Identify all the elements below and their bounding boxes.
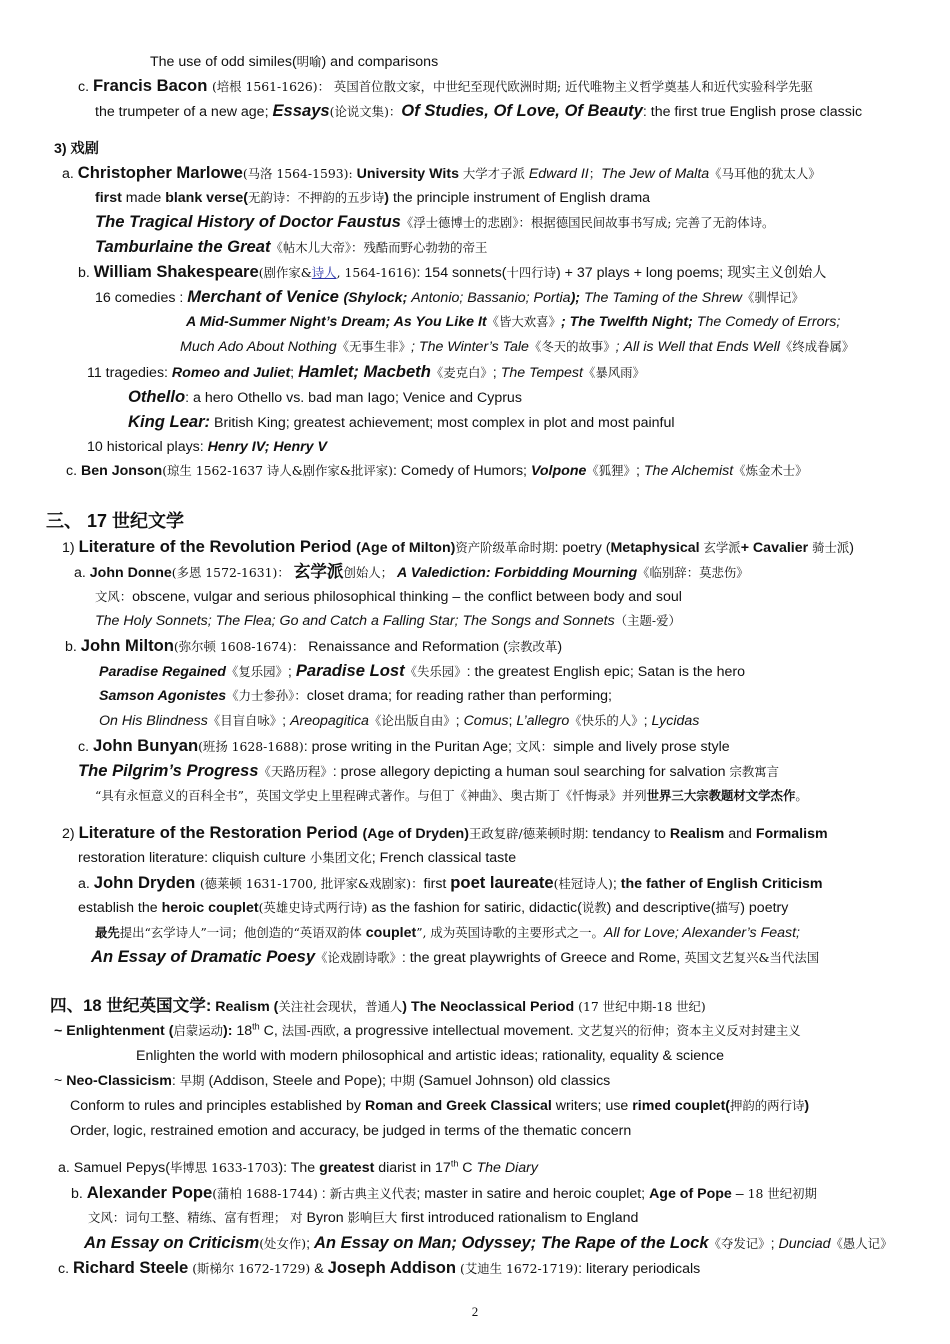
text-run: : — [317, 1186, 330, 1202]
text-run: writers; use — [551, 1098, 633, 1114]
text-line — [66, 461, 808, 481]
text-run: Ben Jonson — [80, 463, 163, 479]
text-run: ): — [222, 1023, 233, 1039]
text-run: “具有永恒意义的百科全书”，英国文学史上里程碑式著作。与但丁《神曲》、奥古斯丁《忏悔录》并列 — [95, 788, 647, 803]
text-run: On His Blindness — [99, 713, 208, 729]
text-run: ) poetry — [740, 900, 789, 916]
text-line — [150, 52, 438, 72]
text-run: & — [310, 1261, 328, 1277]
text-run: L’allegro — [516, 713, 570, 729]
text-run: greatest — [319, 1160, 375, 1176]
text-run: The Tempest — [500, 365, 583, 381]
text-run: : the first true English prose classic — [642, 104, 863, 120]
text-run: (艾迪生 1672-1719) — [456, 1261, 579, 1276]
text-line — [128, 387, 522, 408]
text-run: 《暴风雨》 — [582, 365, 645, 380]
text-run: 小集团文化 — [309, 850, 372, 865]
text-run: Henry IV; Henry V — [207, 439, 327, 455]
text-line — [78, 848, 516, 868]
text-run: ; The Twelfth Night; — [560, 314, 693, 330]
text-run: 1) — [62, 540, 79, 556]
text-run: An Essay on Criticism — [84, 1233, 260, 1252]
text-run: a. — [62, 166, 78, 182]
text-run: 毕博思 1633-1703 — [169, 1160, 279, 1175]
text-run: : Comedy of Humors; — [392, 463, 531, 479]
text-line — [84, 1233, 892, 1254]
text-run: Essays — [272, 101, 330, 120]
text-run: (蒲柏 1688-1744) — [212, 1186, 318, 1201]
text-run: c. — [78, 79, 93, 95]
text-line — [136, 1046, 724, 1066]
text-run: blank verse( — [165, 190, 248, 206]
text-line — [46, 511, 184, 533]
text-run: Paradise Regained — [99, 664, 226, 680]
text-line — [95, 923, 800, 943]
text-run: All for Love; Alexander’s Feast; — [603, 925, 801, 941]
text-run: 无韵诗：不押韵的五步诗 — [248, 190, 385, 205]
text-run: ~ Enlightenment ( — [54, 1023, 174, 1039]
text-run: Of Studies, Of Love, Of Beauty — [401, 101, 643, 120]
text-run: 描写 — [715, 900, 741, 915]
text-run: 说教 — [581, 900, 607, 915]
text-run: Roman and Greek Classical — [364, 1098, 552, 1114]
text-run: Lycidas — [651, 713, 700, 729]
text-run: C, — [259, 1023, 282, 1039]
text-line — [78, 761, 779, 782]
text-run: 创始人； — [343, 565, 398, 580]
text-run: Othello — [128, 387, 186, 406]
text-line — [54, 139, 99, 159]
text-run: Christopher Marlowe — [77, 163, 243, 182]
text-run: , a progressive intellectual movement. — [335, 1023, 578, 1039]
text-run: 押韵的两行诗 — [730, 1098, 805, 1113]
text-run: ) — [804, 1098, 810, 1114]
text-line — [78, 898, 788, 918]
text-line — [95, 786, 808, 806]
text-run: The Holy Sonnets; The Flea; Go and Catch a Falling Star; The Songs and Sonnets — [95, 613, 615, 629]
text-run: first — [423, 876, 451, 892]
text-run: 玄学派 — [703, 540, 741, 555]
text-line — [71, 1183, 817, 1204]
text-line — [95, 287, 804, 308]
text-run: the principle instrument of English drama — [389, 190, 651, 206]
text-run: University Wits — [356, 166, 463, 182]
text-run: 《狐狸》 — [586, 463, 636, 478]
text-run: 10 historical plays: — [87, 439, 208, 455]
text-run: Francis Bacon — [92, 76, 212, 95]
text-line — [99, 711, 699, 731]
text-run: 《愚人记》 — [830, 1236, 893, 1251]
text-line — [58, 1158, 538, 1178]
text-run: ; — [287, 664, 296, 680]
text-run: and — [724, 826, 756, 842]
text-run: (班扬 1628-1688) — [198, 739, 304, 754]
text-line — [95, 188, 650, 208]
text-run: , 1564-1616) — [336, 265, 417, 280]
text-line — [62, 823, 828, 844]
text-run: 英国文艺复兴&当代法国 — [684, 950, 820, 965]
text-run: + Cavalier — [740, 540, 813, 556]
text-run: Much Ado About Nothing — [180, 339, 337, 355]
text-run: Tamburlaine the Great — [95, 237, 271, 256]
text-line — [54, 1071, 610, 1091]
text-run: c. — [78, 739, 93, 755]
text-run: ) — [557, 639, 563, 655]
text-run: 《麦克白》 — [430, 365, 493, 380]
text-run: The Pilgrim’s Progress — [78, 761, 259, 780]
text-run: : prose allegory depicting a human soul searching for salvation — [332, 764, 730, 780]
text-line — [95, 611, 681, 631]
text-run: 18 — [232, 1023, 253, 1039]
text-run: Hamlet; Macbeth — [298, 362, 431, 381]
text-run: ) + 37 plays + long poems; — [556, 265, 728, 281]
text-run: poet laureate — [450, 873, 554, 892]
text-line — [95, 237, 487, 258]
text-run: 宗教寓言 — [729, 764, 780, 779]
text-run: 十四行诗 — [506, 265, 557, 280]
text-run: 《浮士德博士的悲剧》：根据德国民间故事书写成; 完善了无韵体诗。 — [400, 215, 775, 230]
text-run: b. — [71, 1186, 87, 1202]
text-run: c. — [58, 1261, 73, 1277]
text-run: Byron — [306, 1210, 348, 1226]
text-run: Romeo and Juliet — [171, 365, 291, 381]
text-run: (Age of Milton) — [356, 540, 456, 556]
text-run: : poetry ( — [554, 540, 611, 556]
text-run: 。 — [795, 788, 808, 803]
text-run: Samson Agonistes — [99, 688, 227, 704]
text-run: (琼生 1562-1637 诗人&剧作家&批评家) — [162, 463, 393, 478]
text-run: : the great playwrights of Greece and Rome, — [401, 950, 685, 966]
text-run: 骑士派 — [812, 540, 850, 555]
text-run: Merchant of Venice — [187, 287, 344, 306]
text-run: 《论出版自由》 — [368, 713, 456, 728]
text-run: ; — [508, 713, 517, 729]
text-run: William Shakespeare — [93, 262, 259, 281]
text-run: the father of English Criticism — [620, 876, 823, 892]
text-run: (德莱顿 1631-1700, 批评家&戏剧家)： — [199, 876, 424, 891]
text-run: 《终成眷属》 — [779, 339, 855, 354]
text-run: a. — [78, 876, 94, 892]
text-run: Alexander Pope — [86, 1183, 213, 1202]
text-line — [88, 1208, 638, 1228]
text-run: 影响巨大 — [347, 1210, 398, 1225]
text-run: The Comedy of Errors; — [692, 314, 841, 330]
text-run: Enlighten the world with modern philosophical and artistic ideas; rationality, equality & science — [136, 1048, 725, 1064]
text-run: ); — [570, 290, 581, 306]
text-run: ; — [612, 876, 621, 892]
text-line — [87, 362, 645, 383]
text-run: the trumpeter of a new age; — [95, 104, 273, 120]
text-line — [99, 686, 612, 706]
text-run: simple and lively prose style — [553, 739, 730, 755]
text-run: 王政复辟/德莱顿时期 — [468, 826, 585, 841]
text-run: 2) — [62, 826, 79, 842]
text-run: 早期 — [179, 1073, 205, 1088]
text-line — [62, 163, 821, 184]
text-run: 宗教改革 — [507, 639, 558, 654]
text-line — [180, 337, 854, 357]
text-run: (弥尔顿 1608-1674)： — [173, 639, 305, 654]
text-run: 《失乐园》 — [404, 664, 467, 679]
text-run: (论说文集)： — [329, 104, 402, 119]
text-run: The Tragical History of Doctor Faustus — [95, 212, 401, 231]
text-run: 现实主义创始人 — [727, 265, 827, 281]
text-run: 中期 — [389, 1073, 415, 1088]
text-run: ) and comparisons — [321, 54, 439, 70]
text-run: 文艺复兴的衍伸；资本主义反对封建主义 — [577, 1023, 801, 1038]
text-line — [91, 947, 819, 968]
text-run: 《马耳他的犹太人》 — [709, 166, 821, 181]
text-line — [78, 262, 826, 283]
text-run: 最先 — [95, 925, 120, 940]
text-run: An Essay of Dramatic Poesy — [91, 947, 316, 966]
text-run: ； — [588, 166, 602, 181]
text-run: 明喻 — [296, 54, 322, 69]
text-run: diarist in 17 — [374, 1160, 451, 1176]
text-run: : literary periodicals — [578, 1261, 701, 1277]
text-run: ; All is Well that Ends Well — [615, 339, 780, 355]
text-run: 《力士参孙》： — [226, 688, 307, 703]
text-run: 玄学派 — [293, 562, 344, 581]
text-run: Areopagitica — [290, 713, 369, 729]
text-run: ; — [492, 365, 501, 381]
text-run: Realism — [669, 826, 725, 842]
text-run: 《炼金术士》 — [733, 463, 808, 478]
text-run: ; — [455, 713, 464, 729]
text-line — [128, 412, 675, 433]
text-run: John Dryden — [93, 873, 200, 892]
text-run: 《天路历程》 — [258, 764, 333, 779]
text-run: (17 世纪中期-18 世纪) — [574, 999, 706, 1014]
text-run: th — [450, 1158, 459, 1169]
text-run: ; — [290, 365, 299, 381]
text-run: b. — [78, 265, 94, 281]
text-run: ) — [384, 190, 390, 206]
text-run: 《复乐园》 — [225, 664, 288, 679]
text-run: C — [458, 1160, 477, 1176]
text-run: b. — [65, 639, 81, 655]
text-run: A Mid-Summer Night’s Dream; As You Like It — [186, 314, 487, 330]
text-line — [58, 1258, 700, 1279]
text-run: （主题-爱） — [614, 613, 681, 628]
text-line — [95, 101, 862, 122]
text-line — [78, 736, 730, 757]
text-run: : tendancy to — [584, 826, 670, 842]
text-run: 法国-西欧 — [281, 1023, 336, 1038]
text-run: 3) 戏剧 — [54, 141, 99, 157]
text-run: 《目盲自咏》 — [207, 713, 283, 728]
text-run: A Valediction: Forbidding Mourning — [397, 565, 638, 581]
text-run: Volpone — [530, 463, 587, 479]
text-run: heroic couplet — [161, 900, 259, 916]
text-run: ; — [282, 713, 291, 729]
text-run: made — [125, 190, 166, 206]
text-line — [54, 1021, 801, 1041]
text-run: a. — [74, 565, 90, 581]
text-run: Order, logic, restrained emotion and accuracy, be judged in terms of the thematic concern — [70, 1123, 632, 1139]
text-run: Realism ( — [215, 999, 279, 1015]
text-run: 《皆大欢喜》 — [486, 314, 561, 329]
text-run: Joseph Addison — [327, 1258, 457, 1277]
text-line — [87, 437, 327, 457]
text-run: ; The Winter’s Tale — [411, 339, 529, 355]
text-line — [78, 76, 813, 97]
text-run: 提出“玄学诗人”一词；他创造的“英语双韵体 — [119, 925, 366, 940]
text-run: 18 世纪初期 — [747, 1186, 817, 1201]
text-run: 文风： — [95, 589, 133, 604]
text-run: (桂冠诗人) — [553, 876, 613, 891]
text-run: ; — [306, 1236, 314, 1252]
text-run: Comus — [463, 713, 509, 729]
text-run: The Neoclassical Period — [410, 999, 575, 1015]
text-run: 《驯悍记》 — [741, 290, 804, 305]
text-run: (Samuel Johnson) old classics — [414, 1073, 611, 1089]
text-run: (斯梯尔 1672-1729) — [188, 1261, 311, 1276]
text-run: (马洛 1564-1593): — [242, 166, 357, 181]
text-run: John Milton — [80, 636, 174, 655]
text-run: ; French classical taste — [371, 850, 517, 866]
text-line — [186, 312, 840, 332]
text-run: 文风： — [515, 739, 554, 754]
text-run: (多恩 1572-1631)： — [171, 565, 294, 580]
text-run: Formalism — [755, 826, 828, 842]
text-run: as the fashion for satiric, didactic( — [367, 900, 582, 916]
text-run: ~ — [54, 1073, 67, 1089]
text-run: : prose writing in the Puritan Age; — [303, 739, 516, 755]
text-line — [95, 587, 682, 607]
text-run: 《无事生非》 — [336, 339, 412, 354]
text-run: 《帖木儿大帝》：残酷而野心勃勃的帝王 — [270, 240, 488, 255]
text-run: ; — [643, 713, 652, 729]
text-run: first — [95, 190, 126, 206]
text-run: 《快乐的人》 — [569, 713, 644, 728]
text-line — [99, 661, 745, 682]
text-run: ) — [849, 540, 854, 556]
text-run: Edward II — [528, 166, 589, 182]
text-run: establish the — [78, 900, 162, 916]
text-run: (处女作) — [259, 1236, 307, 1251]
text-run: Dunciad — [778, 1236, 831, 1252]
text-run: Paradise Lost — [295, 661, 405, 680]
text-run: (Addison, Steele and Pope); — [204, 1073, 390, 1089]
text-run: ) and descriptive( — [606, 900, 716, 916]
text-run: ; — [635, 463, 644, 479]
text-run: – — [731, 1186, 748, 1202]
text-run: closet drama; for reading rather than performing; — [306, 688, 612, 704]
text-run: ”, 成为英国诗歌的主要形式之一。 — [416, 925, 604, 940]
text-run: : — [171, 1073, 180, 1089]
text-run: Literature of the Restoration Period — [78, 823, 363, 842]
text-run: John Bunyan — [92, 736, 199, 755]
text-run: Renaissance and Reformation ( — [304, 639, 508, 655]
link-text[interactable]: 诗人 — [311, 265, 337, 280]
text-run: restoration literature: cliquish culture — [78, 850, 310, 866]
text-run: Conform to rules and principles established by — [70, 1098, 365, 1114]
text-run: 《夺发记》 — [708, 1236, 771, 1251]
text-run: 三、 17 世纪文学 — [46, 511, 185, 531]
text-run: The Alchemist — [643, 463, 734, 479]
text-run: 《临别辞：莫悲伤》 — [637, 565, 749, 580]
text-run: : 154 sonnets( — [416, 265, 507, 281]
text-run: a. Samuel Pepys( — [58, 1160, 170, 1176]
text-run: Literature of the Revolution Period — [78, 537, 357, 556]
text-run: Neo-Classicism — [66, 1073, 172, 1089]
text-run: couplet — [365, 925, 417, 941]
text-run: : the greatest English epic; Satan is the hero — [466, 664, 745, 680]
text-run: ): The — [278, 1160, 320, 1176]
text-line — [95, 212, 774, 233]
text-run: ; master in satire and heroic couplet; — [416, 1186, 650, 1202]
text-run: 启蒙运动 — [173, 1023, 223, 1038]
text-run: An Essay on Man; Odyssey; The Rape of the Lock — [313, 1233, 709, 1252]
text-run: ; — [770, 1236, 779, 1252]
text-run: Metaphysical — [610, 540, 704, 556]
text-run: ) — [402, 999, 411, 1015]
text-run: : a hero Othello vs. bad man Iago; Venice and Cyprus — [185, 390, 522, 406]
text-run: (Age of Dryden) — [362, 826, 469, 842]
text-run: The Diary — [476, 1160, 538, 1176]
text-run: Age of Pope — [649, 1186, 732, 1202]
text-run: Richard Steele — [72, 1258, 189, 1277]
text-run: 世界三大宗教题材文学杰作 — [646, 788, 796, 803]
text-run: (培根 1561-1626)： 英国首位散文家，中世纪至现代欧洲时期; 近代唯物主义哲学奠基人和近代实验科学先驱 — [211, 79, 813, 94]
text-run: 四、18 世纪英国文学: — [50, 996, 212, 1015]
text-run: King Lear: — [128, 412, 211, 431]
text-run: British King; greatest achievement; most complex in plot and most painful — [210, 415, 675, 431]
text-run: (Shylock; — [343, 290, 412, 306]
text-line — [65, 636, 562, 657]
text-run: 11 tragedies: — [87, 365, 172, 381]
text-run: 资产阶级革命时期 — [455, 540, 555, 555]
text-run: Antonio; Bassanio; Portia — [411, 290, 571, 306]
text-line — [50, 996, 706, 1017]
text-run: first introduced rationalism to England — [397, 1210, 639, 1226]
text-run: rimed couplet( — [632, 1098, 731, 1114]
text-line — [62, 537, 854, 558]
text-run: 新古典主义代表 — [329, 1186, 417, 1201]
text-run: 《冬天的故事》 — [528, 339, 616, 354]
page-number: 2 — [471, 1304, 479, 1319]
text-run: c. — [66, 463, 81, 479]
text-run: The use of odd similes( — [150, 54, 297, 70]
text-line — [70, 1096, 809, 1116]
text-run: The Jew of Malta — [601, 166, 710, 182]
text-run: obscene, vulgar and serious philosophical thinking – the conflict between body and soul — [132, 589, 682, 605]
text-run: th — [252, 1021, 260, 1032]
text-run: 16 comedies : — [95, 290, 188, 306]
text-run: The Taming of the Shrew — [583, 290, 742, 306]
text-run: 关注社会现状，普通人 — [278, 999, 403, 1014]
text-run: 《论戏剧诗歌》 — [315, 950, 402, 965]
text-run: John Donne — [89, 565, 172, 581]
text-run: 文风：词句工整、精练、富有哲理； 对 — [88, 1210, 307, 1225]
text-line — [78, 873, 823, 894]
text-line — [74, 562, 749, 583]
text-run: (剧作家& — [258, 265, 312, 280]
text-line — [70, 1121, 631, 1141]
text-run: (英雄史诗式两行诗) — [258, 900, 368, 915]
text-run: 大学才子派 — [462, 166, 529, 181]
